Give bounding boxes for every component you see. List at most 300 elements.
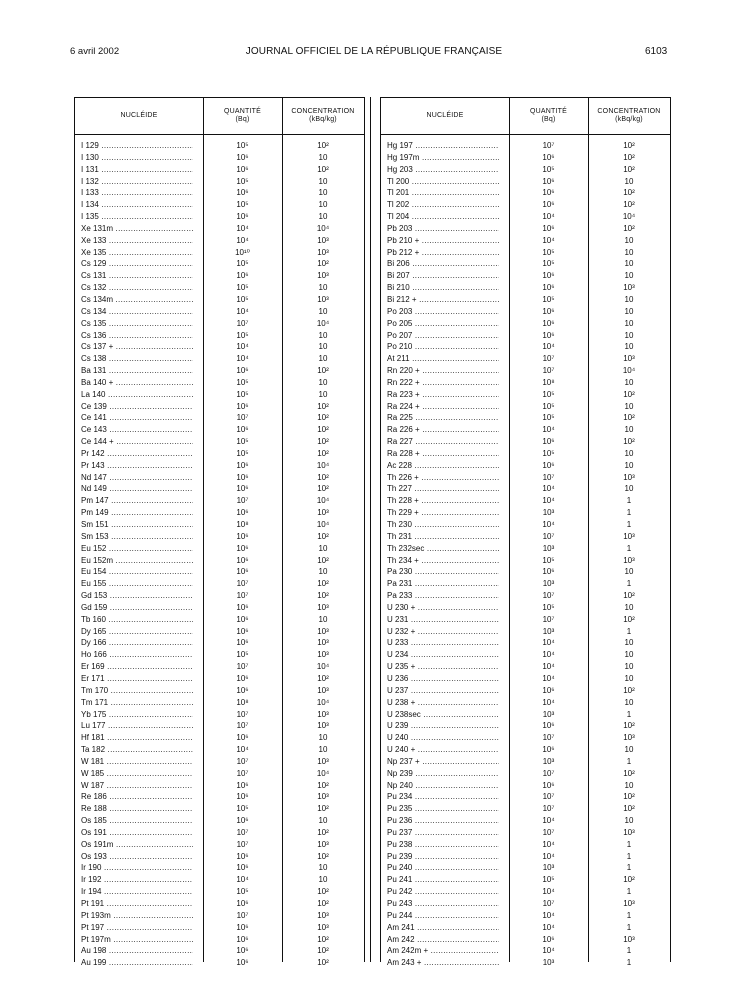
table-row <box>381 531 670 543</box>
table-row <box>381 472 670 484</box>
table-row <box>75 270 364 282</box>
nuclide-name: Pr 143 ..... <box>81 460 193 472</box>
table-row <box>75 578 364 590</box>
table-row <box>75 780 364 792</box>
quantity-value: 10⁷ <box>236 756 249 766</box>
nuclide-name: Pt 191 ..... <box>81 898 193 910</box>
concentration-value: 10² <box>623 685 635 695</box>
nuclide-name: Ir 190 ..... <box>81 862 193 874</box>
nuclide-name: U 232 + ..... <box>387 626 499 638</box>
concentration-value: 10³ <box>317 709 329 719</box>
table-row <box>75 957 364 969</box>
column-separator <box>370 97 371 962</box>
nuclide-name: Ra 225 ..... <box>387 412 499 424</box>
quantity-value: 10⁴ <box>542 946 555 956</box>
table-row <box>75 460 364 472</box>
quantity-value: 10⁶ <box>236 188 249 198</box>
concentration-value: 10² <box>623 804 635 814</box>
quantity-value: 10⁵ <box>542 413 555 423</box>
table-row <box>381 720 670 732</box>
concentration-value: 10² <box>317 437 329 447</box>
concentration-value: 10² <box>317 531 329 541</box>
concentration-value: 10² <box>317 899 329 908</box>
concentration-value: 10 <box>624 448 634 458</box>
table-row <box>75 566 364 578</box>
concentration-value: 10² <box>317 851 329 861</box>
table-row <box>75 945 364 957</box>
table-row <box>381 626 670 638</box>
nuclide-name: Eu 152 ..... <box>81 543 193 555</box>
nuclide-name: Eu 152m ..... <box>81 555 193 567</box>
nuclide-name: I 133 ..... <box>81 187 193 199</box>
header-concentration-label: CONCENTRATION <box>597 108 661 115</box>
page-number: 6103 <box>645 46 668 57</box>
nuclide-name: Yb 175 ..... <box>81 709 193 721</box>
quantity-value: 10⁶ <box>236 152 249 162</box>
nuclide-name: Pr 142 ..... <box>81 448 193 460</box>
quantity-value: 10⁶ <box>236 685 249 695</box>
quantity-value: 10⁶ <box>236 958 249 968</box>
table-row <box>75 756 364 768</box>
table-row <box>381 187 670 199</box>
quantity-value: 10⁶ <box>236 366 249 376</box>
concentration-value: 10 <box>318 614 328 624</box>
quantity-value: 10⁵ <box>542 247 555 257</box>
quantity-value: 10⁷ <box>542 733 555 743</box>
table-row <box>75 140 364 152</box>
nuclide-name: Rn 220 + ..... <box>387 365 499 377</box>
concentration-value: 10 <box>624 460 634 470</box>
quantity-value: 10⁵ <box>542 875 555 885</box>
nuclide-name: Po 205 ..... <box>387 318 499 330</box>
nuclide-name: At 211 ..... <box>387 353 499 365</box>
quantity-value: 10³ <box>542 863 555 873</box>
quantity-value: 10⁶ <box>542 745 555 755</box>
concentration-value: 10² <box>317 591 329 601</box>
quantity-value: 10⁶ <box>236 472 249 482</box>
concentration-value: 10 <box>624 401 634 411</box>
nuclide-name: Os 193 ..... <box>81 851 193 863</box>
concentration-value: 10³ <box>317 792 329 802</box>
quantity-value: 10⁶ <box>236 626 249 636</box>
nuclide-name: Pm 147 ..... <box>81 495 193 507</box>
table-row <box>381 803 670 815</box>
concentration-value: 10² <box>623 792 635 802</box>
nuclide-name: Tb 160 ..... <box>81 614 193 626</box>
nuclide-name: Am 243 + ..... <box>387 957 499 969</box>
table-row <box>75 590 364 602</box>
concentration-value: 10² <box>317 141 329 150</box>
nuclide-name: Bi 210 ..... <box>387 282 499 294</box>
table-row <box>381 365 670 377</box>
nuclide-name: Tl 201 ..... <box>387 187 499 199</box>
table-row <box>381 389 670 401</box>
concentration-value: 10 <box>624 484 634 494</box>
concentration-value: 10³ <box>317 508 329 518</box>
table-row <box>381 247 670 259</box>
quantity-value: 10⁶ <box>236 792 249 802</box>
quantity-value: 10⁴ <box>542 342 555 352</box>
quantity-value: 10⁴ <box>542 662 555 672</box>
table-row <box>381 294 670 306</box>
concentration-value: 10³ <box>317 271 329 281</box>
quantity-value: 10⁷ <box>236 768 249 778</box>
table-row <box>75 176 364 188</box>
quantity-value: 10⁷ <box>542 354 555 364</box>
concentration-value: 10 <box>318 389 328 399</box>
nuclide-name: Cs 129 ..... <box>81 258 193 270</box>
table-row <box>75 626 364 638</box>
nuclide-name: Po 207 ..... <box>387 330 499 342</box>
nuclide-name: Pt 197 ..... <box>81 922 193 934</box>
concentration-value: 10 <box>624 673 634 683</box>
table-row <box>381 566 670 578</box>
concentration-value: 10³ <box>317 247 329 257</box>
quantity-value: 10⁶ <box>236 484 249 494</box>
quantity-value: 10⁵ <box>236 176 249 186</box>
quantity-value: 10⁶ <box>236 614 249 624</box>
nuclide-name: Cs 136 ..... <box>81 330 193 342</box>
table-row <box>381 412 670 424</box>
nuclide-name: Pu 239 ..... <box>387 851 499 863</box>
table-row <box>75 164 364 176</box>
concentration-value: 10² <box>317 958 329 968</box>
concentration-value: 10² <box>317 366 329 376</box>
nuclide-name: Th 231 ..... <box>387 531 499 543</box>
concentration-value: 10² <box>317 401 329 411</box>
table-row <box>75 697 364 709</box>
quantity-value: 10⁵ <box>542 602 555 612</box>
nuclide-name: Th 228 + ..... <box>387 495 499 507</box>
nuclide-name: Pa 233 ..... <box>387 590 499 602</box>
concentration-value: 10² <box>317 934 329 944</box>
quantity-value: 10⁷ <box>542 141 555 150</box>
nuclide-name: Bi 207 ..... <box>387 270 499 282</box>
quantity-value: 10⁵ <box>236 294 249 304</box>
table-row <box>75 720 364 732</box>
table-row <box>381 578 670 590</box>
quantity-value: 10⁷ <box>236 413 249 423</box>
quantity-value: 10⁶ <box>542 460 555 470</box>
table-row <box>381 945 670 957</box>
table-row <box>381 637 670 649</box>
quantity-value: 10⁵ <box>542 448 555 458</box>
concentration-value: 10² <box>623 141 635 150</box>
concentration-value: 10 <box>318 377 328 387</box>
nuclide-name: Pu 242 ..... <box>387 886 499 898</box>
concentration-value: 10² <box>317 259 329 269</box>
concentration-value: 1 <box>626 508 632 518</box>
concentration-value: 10³ <box>317 685 329 695</box>
nuclide-name: Ce 141 ..... <box>81 412 193 424</box>
concentration-value: 10 <box>624 567 634 577</box>
nuclide-name: Cs 134 ..... <box>81 306 193 318</box>
table-row <box>75 223 364 235</box>
concentration-value: 10² <box>623 591 635 601</box>
table-row <box>381 377 670 389</box>
nuclide-name: I 131 ..... <box>81 164 193 176</box>
concentration-value: 10² <box>317 804 329 814</box>
concentration-value: 10³ <box>317 721 329 731</box>
concentration-value: 10³ <box>317 910 329 920</box>
quantity-value: 10⁶ <box>236 602 249 612</box>
nuclide-name: W 181 ..... <box>81 756 193 768</box>
quantity-value: 10⁵ <box>236 804 249 814</box>
quantity-value: 10⁶ <box>236 531 249 541</box>
quantity-value: 10⁵ <box>236 283 249 293</box>
nuclide-name: Re 188 ..... <box>81 803 193 815</box>
table-row <box>381 673 670 685</box>
concentration-value: 10 <box>624 816 634 826</box>
table-row <box>75 507 364 519</box>
nuclide-name: Au 198 ..... <box>81 945 193 957</box>
nuclide-name: Ir 192 ..... <box>81 874 193 886</box>
nuclide-name: Pu 234 ..... <box>387 791 499 803</box>
concentration-value: 10 <box>318 354 328 364</box>
nuclide-name: Ac 228 ..... <box>387 460 499 472</box>
concentration-value: 10⁴ <box>316 496 330 506</box>
quantity-value: 10⁴ <box>542 851 555 861</box>
nuclide-name: Np 240 ..... <box>387 780 499 792</box>
concentration-value: 1 <box>626 851 632 861</box>
quantity-value: 10⁶ <box>236 460 249 470</box>
table-row <box>381 827 670 839</box>
table-row <box>75 934 364 946</box>
nuclide-name: Ce 144 + ..... <box>81 436 193 448</box>
concentration-value: 10³ <box>317 650 329 660</box>
quantity-value: 10³ <box>542 508 555 518</box>
quantity-value: 10⁴ <box>542 212 555 222</box>
concentration-value: 10 <box>318 200 328 210</box>
table-row <box>381 851 670 863</box>
nuclide-name: U 231 ..... <box>387 614 499 626</box>
nuclide-name: Ta 182 ..... <box>81 744 193 756</box>
concentration-value: 10³ <box>317 235 329 245</box>
quantity-value: 10⁴ <box>542 922 555 932</box>
nuclide-name: Po 210 ..... <box>387 341 499 353</box>
table-row <box>381 839 670 851</box>
table-row <box>381 353 670 365</box>
nuclide-name: Am 241 ..... <box>387 922 499 934</box>
nuclide-name: W 187 ..... <box>81 780 193 792</box>
concentration-value: 1 <box>626 863 632 873</box>
table-row <box>381 756 670 768</box>
concentration-value: 10² <box>317 827 329 837</box>
concentration-value: 10 <box>624 745 634 755</box>
table-row <box>381 685 670 697</box>
quantity-value: 10⁷ <box>542 531 555 541</box>
table-row <box>75 732 364 744</box>
nuclide-name: U 230 + ..... <box>387 602 499 614</box>
nuclide-name: Pu 235 ..... <box>387 803 499 815</box>
table-row <box>381 590 670 602</box>
concentration-value: 10² <box>623 875 635 885</box>
concentration-value: 10³ <box>317 638 329 648</box>
concentration-value: 10² <box>317 413 329 423</box>
concentration-value: 10 <box>318 733 328 743</box>
quantity-value: 10⁶ <box>542 152 555 162</box>
quantity-value: 10⁶ <box>542 685 555 695</box>
table-row <box>75 661 364 673</box>
table-row <box>75 247 364 259</box>
nuclide-name: Pu 240 ..... <box>387 862 499 874</box>
quantity-value: 10⁷ <box>236 591 249 601</box>
nuclide-name: Pu 241 ..... <box>387 874 499 886</box>
quantity-value: 10⁷ <box>236 721 249 731</box>
table-row <box>381 791 670 803</box>
nuclide-name: Pt 193m ..... <box>81 910 193 922</box>
nuclide-name: La 140 ..... <box>81 389 193 401</box>
table-row <box>381 886 670 898</box>
nuclide-name: Pu 236 ..... <box>387 815 499 827</box>
header-quantite-unit: (Bq) <box>235 116 250 123</box>
concentration-value: 10 <box>624 271 634 281</box>
concentration-value: 10 <box>318 283 328 293</box>
table-row <box>75 874 364 886</box>
table-row <box>381 341 670 353</box>
nuclide-name: Ir 194 ..... <box>81 886 193 898</box>
quantity-value: 10⁶ <box>236 946 249 956</box>
quantity-value: 10⁶ <box>542 318 555 328</box>
concentration-value: 10⁴ <box>622 366 636 376</box>
nuclide-name: Xe 131m ..... <box>81 223 193 235</box>
quantity-value: 10⁶ <box>542 176 555 186</box>
table-row <box>75 555 364 567</box>
quantity-value: 10³ <box>542 579 555 589</box>
table-row <box>75 602 364 614</box>
table-row <box>381 235 670 247</box>
concentration-value: 10 <box>624 377 634 387</box>
concentration-value: 10 <box>624 318 634 328</box>
quantity-value: 10⁶ <box>236 508 249 518</box>
nuclide-name: U 240 ..... <box>387 732 499 744</box>
nuclide-name: Nd 147 ..... <box>81 472 193 484</box>
nuclide-name: Gd 159 ..... <box>81 602 193 614</box>
quantity-value: 10⁶ <box>236 780 249 790</box>
quantity-value: 10⁴ <box>542 910 555 920</box>
nuclide-name: W 185 ..... <box>81 768 193 780</box>
nuclide-name: Np 237 + ..... <box>387 756 499 768</box>
nuclide-name: Gd 153 ..... <box>81 590 193 602</box>
nuclide-name: Ra 228 + ..... <box>387 448 499 460</box>
table-row <box>381 697 670 709</box>
nuclide-name: Er 171 ..... <box>81 673 193 685</box>
table-row <box>381 401 670 413</box>
concentration-value: 10 <box>624 306 634 316</box>
quantity-value: 10⁷ <box>542 591 555 601</box>
concentration-value: 10 <box>624 342 634 352</box>
concentration-value: 10⁴ <box>316 697 330 707</box>
table-row <box>381 306 670 318</box>
concentration-value: 10² <box>623 152 635 162</box>
nuclide-name: Pt 197m ..... <box>81 934 193 946</box>
table-row <box>381 152 670 164</box>
table-row <box>381 164 670 176</box>
nuclide-name: Ra 223 + ..... <box>387 389 499 401</box>
table-row <box>75 258 364 270</box>
table-row <box>75 448 364 460</box>
nuclide-name: Hf 181 ..... <box>81 732 193 744</box>
quantity-value: 10⁸ <box>236 520 249 529</box>
quantity-value: 10⁵ <box>542 401 555 411</box>
nuclide-name: U 240 + ..... <box>387 744 499 756</box>
nuclide-name: Er 169 ..... <box>81 661 193 673</box>
concentration-value: 10 <box>318 212 328 222</box>
nuclide-name: Dy 166 ..... <box>81 637 193 649</box>
concentration-value: 10 <box>624 294 634 304</box>
concentration-value: 10³ <box>623 472 635 482</box>
concentration-value: 10 <box>318 875 328 885</box>
concentration-value: 10² <box>317 164 329 174</box>
quantity-value: 10⁵ <box>236 448 249 458</box>
nuclide-name: Re 186 ..... <box>81 791 193 803</box>
quantity-value: 10⁶ <box>236 673 249 683</box>
table-row <box>75 424 364 436</box>
concentration-value: 10² <box>623 200 635 210</box>
quantity-value: 10⁴ <box>542 673 555 683</box>
quantity-value: 10⁵ <box>236 887 249 897</box>
concentration-value: 10² <box>623 768 635 778</box>
table-row <box>75 839 364 851</box>
table-row <box>381 448 670 460</box>
concentration-value: 1 <box>626 709 632 719</box>
concentration-value: 10² <box>317 673 329 683</box>
quantity-value: 10⁵ <box>236 259 249 269</box>
concentration-value: 1 <box>626 543 632 553</box>
concentration-value: 10 <box>318 342 328 352</box>
nuclide-name: I 134 ..... <box>81 199 193 211</box>
table-row <box>75 282 364 294</box>
concentration-value: 10 <box>624 697 634 707</box>
publication-date: 6 avril 2002 <box>70 46 120 57</box>
table-row <box>381 330 670 342</box>
table-row <box>381 211 670 223</box>
nuclide-name: Sm 151 ..... <box>81 519 193 531</box>
nuclide-name: Pb 210 + ..... <box>387 235 499 247</box>
concentration-value: 10 <box>318 306 328 316</box>
nuclide-name: Pu 243 ..... <box>387 898 499 910</box>
quantity-value: 10⁸ <box>542 377 555 387</box>
nuclide-name: Cs 138 ..... <box>81 353 193 365</box>
table-row <box>75 673 364 685</box>
nuclide-name: Eu 154 ..... <box>81 566 193 578</box>
nuclide-name: Hg 203 ..... <box>387 164 499 176</box>
concentration-value: 1 <box>626 958 632 968</box>
nuclide-name: Ra 224 + ..... <box>387 401 499 413</box>
quantity-value: 10⁶ <box>236 922 249 932</box>
concentration-value: 1 <box>626 756 632 766</box>
table-row <box>75 709 364 721</box>
quantity-value: 10³ <box>542 626 555 636</box>
table-row <box>75 377 364 389</box>
nuclide-name: Cs 137 + ..... <box>81 341 193 353</box>
table-row <box>75 187 364 199</box>
nuclide-name: Xe 135 ..... <box>81 247 193 259</box>
quantity-value: 10⁷ <box>542 614 555 624</box>
nuclide-name: Po 203 ..... <box>387 306 499 318</box>
nuclide-name: Os 191m ..... <box>81 839 193 851</box>
concentration-value: 10² <box>317 887 329 897</box>
nuclide-name: Bi 212 + ..... <box>387 294 499 306</box>
nuclide-name: U 233 ..... <box>387 637 499 649</box>
quantity-value: 10³ <box>542 958 555 968</box>
quantity-value: 10⁵ <box>236 377 249 387</box>
nuclide-name: Lu 177 ..... <box>81 720 193 732</box>
quantity-value: 10⁴ <box>236 223 249 233</box>
quantity-value: 10³ <box>542 543 555 553</box>
concentration-value: 10³ <box>623 733 635 743</box>
table-row <box>75 412 364 424</box>
